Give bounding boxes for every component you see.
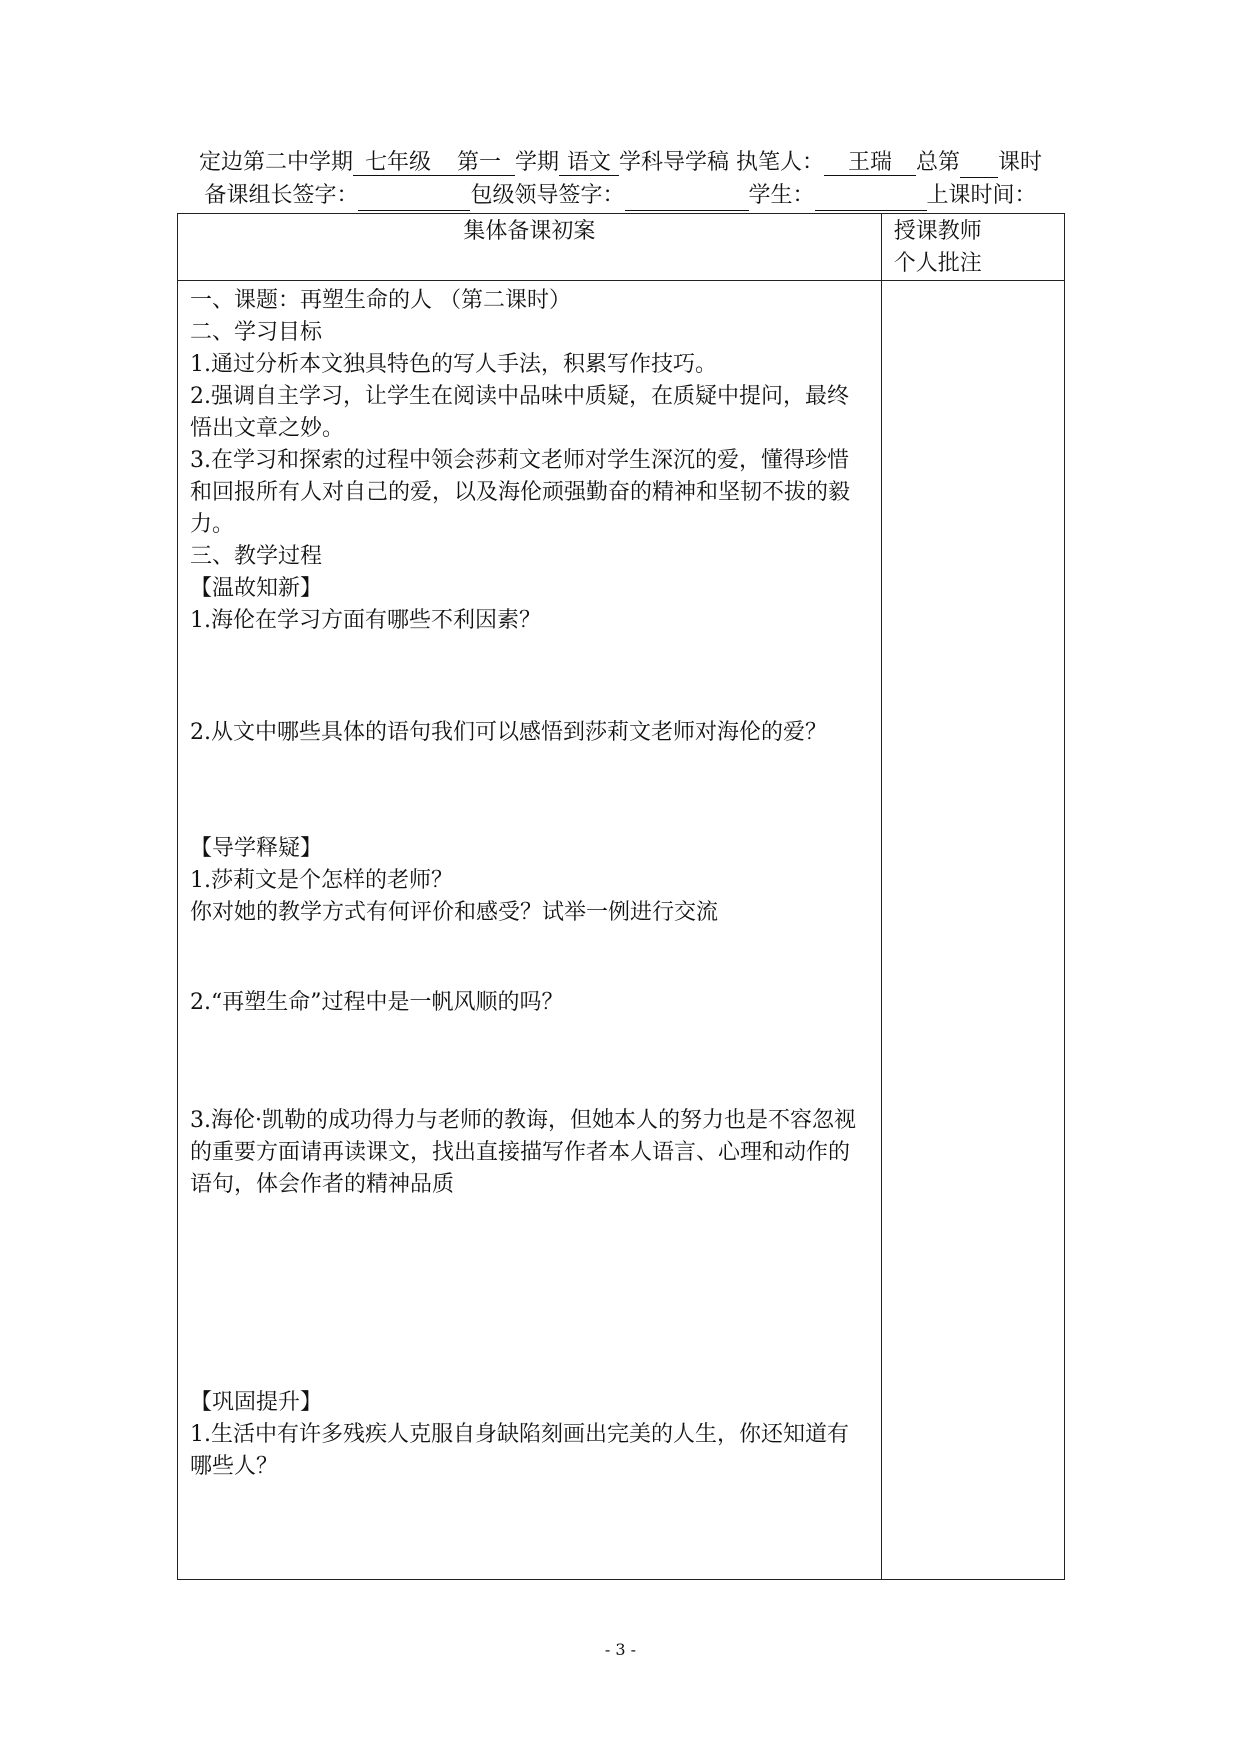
answer-space xyxy=(190,1019,871,1105)
goal-item-3: 3.在学习和探索的过程中领会莎莉文老师对学生深沉的爱，懂得珍惜和回报所有人对自己的爱，以及海伦顽强勤奋的精神和坚韧不拔的毅力。 xyxy=(190,448,851,537)
lesson-suffix: 课时 xyxy=(998,150,1043,175)
author-field: 王瑞 xyxy=(824,151,916,176)
subsection-consolidation: 【巩固提升】 xyxy=(190,1390,323,1415)
guided-question-1-followup: 你对她的教学方式有何评价和感受？试举一例进行交流 xyxy=(190,900,719,925)
admin-signature-field xyxy=(625,186,749,211)
section-teaching-process: 三、教学过程 xyxy=(190,544,323,569)
student-field xyxy=(815,186,927,211)
total-label: 总第 xyxy=(916,150,961,175)
collective-plan-content xyxy=(178,281,882,1580)
term-suffix: 学期 xyxy=(514,150,559,175)
school-name: 定边第二中学期 xyxy=(198,150,353,175)
student-label: 学生： xyxy=(748,183,815,208)
answer-space xyxy=(190,929,871,987)
table-header-row xyxy=(178,214,1065,281)
answer-space xyxy=(190,637,871,717)
term-field: 第一 xyxy=(443,151,515,176)
leader-signature-field xyxy=(358,186,470,211)
subject-field: 语文 xyxy=(559,151,619,176)
author-label: 执笔人： xyxy=(736,150,825,175)
leader-signature-label: 备课组长签字： xyxy=(204,183,359,208)
grade-field: 七年级 xyxy=(353,151,443,176)
table-body-row xyxy=(178,281,1065,1580)
teacher-notes-column xyxy=(881,281,1064,1580)
teacher-notes-header xyxy=(881,214,1064,281)
subject-suffix: 学科导学稿 xyxy=(618,150,729,175)
collective-plan-header: 集体备课初案 xyxy=(178,214,882,281)
guided-question-1: 1.莎莉文是个怎样的老师？ xyxy=(190,868,453,893)
header-line-2 xyxy=(0,181,1241,211)
subsection-review: 【温故知新】 xyxy=(190,576,323,601)
guided-question-3: 3.海伦·凯勒的成功得力与老师的教诲，但她本人的努力也是不容忽视的重要方面请再读课文，找出直接描写作者本人语言、心理和动作的语句，体会作者的精神品质 xyxy=(190,1108,856,1197)
consolidation-question-1: 1.生活中有许多残疾人克服自身缺陷刻画出完美的人生，你还知道有哪些人？ xyxy=(190,1422,849,1479)
review-question-1: 1.海伦在学习方面有哪些不利因素？ xyxy=(190,608,541,633)
section-learning-goals: 二、学习目标 xyxy=(190,320,323,345)
class-time-label: 上课时间： xyxy=(926,183,1037,208)
guided-question-2: 2.“再塑生命”过程中是一帆风顺的吗？ xyxy=(190,990,564,1015)
goal-item-1: 1.通过分析本文独具特色的写人手法，积累写作技巧。 xyxy=(190,352,717,377)
review-question-2: 2.从文中哪些具体的语句我们可以感悟到莎莉文老师对海伦的爱？ xyxy=(190,720,827,745)
lesson-topic: 一、课题：再塑生命的人 （第二课时） xyxy=(190,288,571,313)
teacher-notes-header-line-1: 授课教师 xyxy=(893,219,982,244)
subsection-guided-study: 【导学释疑】 xyxy=(190,836,323,861)
answer-space xyxy=(190,1201,871,1387)
goal-item-2: 2.强调自主学习，让学生在阅读中品味中质疑，在质疑中提问，最终悟出文章之妙。 xyxy=(190,384,849,441)
total-lesson-field xyxy=(960,153,998,178)
lesson-plan-table xyxy=(177,213,1065,1580)
page-number: - 3 - xyxy=(604,1640,637,1659)
header-line-1 xyxy=(0,148,1241,178)
teacher-notes-header-line-2: 个人批注 xyxy=(893,251,982,276)
admin-signature-label: 包级领导签字： xyxy=(470,183,625,208)
answer-space xyxy=(190,749,871,833)
